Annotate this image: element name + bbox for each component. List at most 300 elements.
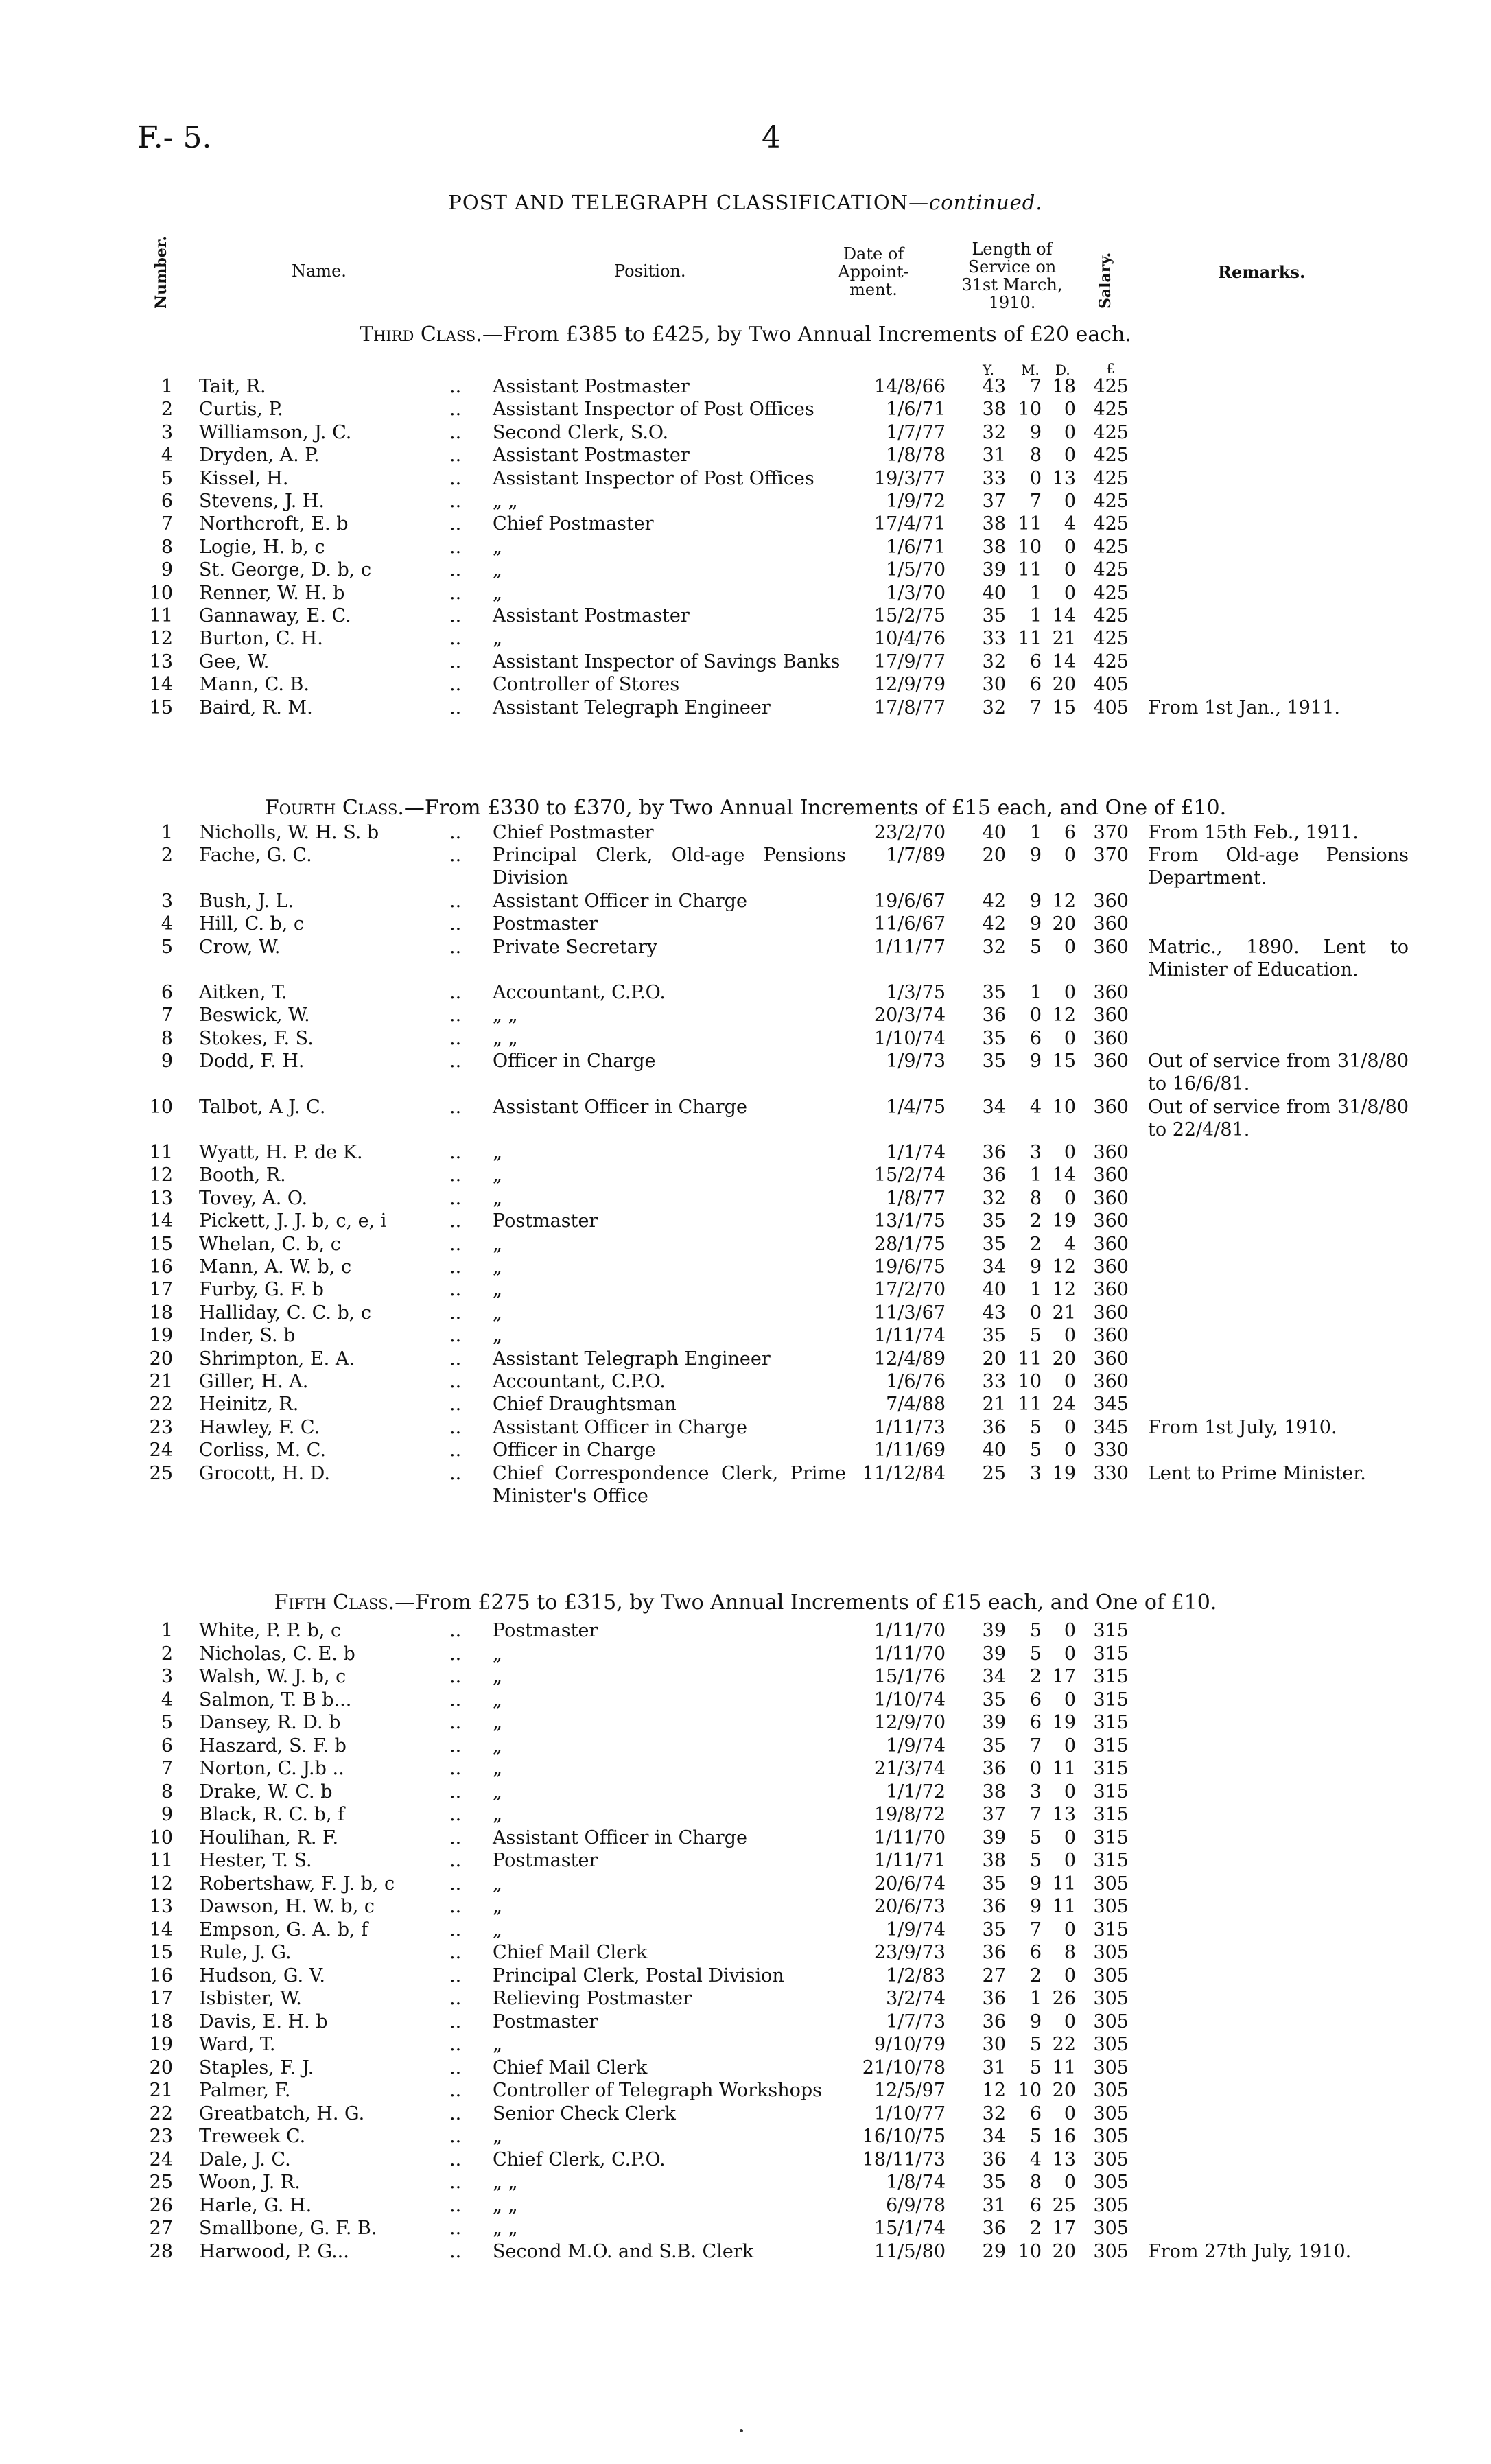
row-salary: 425 bbox=[1093, 513, 1129, 535]
row-salary: 425 bbox=[1093, 421, 1129, 443]
row-position: Postmaster bbox=[493, 1210, 598, 1232]
row-date: 7/4/88 bbox=[886, 1394, 946, 1416]
row-date: 1/4/75 bbox=[886, 1096, 946, 1118]
row-years: 32 bbox=[982, 1187, 1006, 1209]
table-row bbox=[0, 536, 1491, 559]
row-months: 7 bbox=[1029, 491, 1042, 512]
row-position: Second Clerk, S.O. bbox=[493, 421, 669, 443]
row-date: 1/6/71 bbox=[886, 536, 946, 558]
row-months: 5 bbox=[1029, 2034, 1042, 2055]
row-salary: 360 bbox=[1093, 1302, 1129, 1324]
row-days: 14 bbox=[1052, 1164, 1076, 1186]
row-months: 0 bbox=[1029, 1302, 1042, 1324]
row-date: 19/8/72 bbox=[873, 1804, 946, 1825]
row-number: 2 bbox=[161, 1643, 173, 1665]
leader-dots: .. bbox=[449, 2148, 462, 2170]
row-position: „ bbox=[493, 1781, 502, 1803]
row-remarks: From 15th Feb., 1911. bbox=[1148, 822, 1359, 843]
row-position: „ bbox=[493, 1873, 502, 1894]
row-date: 1/11/69 bbox=[873, 1440, 946, 1462]
row-months: 7 bbox=[1029, 1804, 1042, 1825]
row-remarks: From 1st July, 1910. bbox=[1148, 1416, 1337, 1438]
row-years: 35 bbox=[982, 982, 1006, 1003]
table-row bbox=[0, 1348, 1491, 1371]
row-days: 21 bbox=[1052, 628, 1076, 650]
row-position: Assistant Telegraph Engineer bbox=[493, 696, 771, 718]
row-months: 5 bbox=[1029, 2056, 1042, 2078]
row-number: 20 bbox=[149, 1348, 173, 1370]
row-name: Renner, W. H. b bbox=[199, 582, 345, 604]
row-months: 4 bbox=[1029, 1096, 1042, 1118]
row-salary: 305 bbox=[1093, 1942, 1129, 1963]
row-years: 39 bbox=[982, 1643, 1006, 1665]
row-number: 11 bbox=[149, 605, 173, 626]
row-days: 24 bbox=[1052, 1394, 1076, 1416]
table-row bbox=[0, 1895, 1491, 1919]
row-years: 27 bbox=[982, 1964, 1006, 1986]
table-row bbox=[0, 421, 1491, 445]
leader-dots: .. bbox=[449, 2056, 462, 2078]
row-months: 6 bbox=[1029, 1712, 1042, 1733]
row-position: Senior Check Clerk bbox=[493, 2102, 676, 2124]
row-months: 0 bbox=[1029, 467, 1042, 489]
row-years: 42 bbox=[982, 890, 1006, 912]
row-years: 35 bbox=[982, 1233, 1006, 1255]
row-date: 1/11/70 bbox=[873, 1620, 946, 1641]
leader-dots: .. bbox=[449, 2218, 462, 2239]
row-name: Staples, F. J. bbox=[199, 2056, 314, 2078]
row-salary: 315 bbox=[1093, 1781, 1129, 1803]
row-date: 20/6/74 bbox=[873, 1873, 946, 1894]
row-days: 12 bbox=[1052, 1256, 1076, 1278]
row-name: Harwood, P. G... bbox=[199, 2240, 349, 2262]
row-position: Chief Postmaster bbox=[493, 513, 654, 535]
row-name: Nicholls, W. H. S. b bbox=[199, 822, 379, 843]
row-date: 28/1/75 bbox=[873, 1233, 946, 1255]
row-days: 21 bbox=[1052, 1302, 1076, 1324]
row-months: 3 bbox=[1029, 1462, 1042, 1484]
row-years: 31 bbox=[982, 2056, 1006, 2078]
row-years: 40 bbox=[982, 1279, 1006, 1301]
row-remarks: Lent to Prime Minister. bbox=[1148, 1462, 1366, 1484]
leader-dots: .. bbox=[449, 1896, 462, 1917]
row-months: 2 bbox=[1029, 1964, 1042, 1986]
row-days: 0 bbox=[1064, 1416, 1076, 1438]
table-row bbox=[0, 513, 1491, 536]
row-position: Second M.O. and S.B. Clerk bbox=[493, 2240, 754, 2262]
row-date: 11/5/80 bbox=[873, 2240, 946, 2262]
row-salary: 315 bbox=[1093, 1850, 1129, 1871]
row-name: Fache, G. C. bbox=[199, 845, 312, 867]
row-years: 35 bbox=[982, 605, 1006, 626]
row-position: „ bbox=[493, 1325, 502, 1347]
row-name: Salmon, T. B b... bbox=[199, 1689, 352, 1711]
row-years: 40 bbox=[982, 822, 1006, 843]
leader-dots: .. bbox=[449, 1440, 462, 1462]
table-row bbox=[0, 696, 1491, 720]
row-years: 39 bbox=[982, 1712, 1006, 1733]
table-row bbox=[0, 1256, 1491, 1279]
row-years: 21 bbox=[982, 1394, 1006, 1416]
row-years: 36 bbox=[982, 2010, 1006, 2032]
row-years: 36 bbox=[982, 2218, 1006, 2239]
row-days: 6 bbox=[1064, 822, 1076, 843]
row-name: Ward, T. bbox=[199, 2034, 276, 2055]
row-name: Dryden, A. P. bbox=[199, 445, 320, 467]
table-row bbox=[0, 1735, 1491, 1758]
row-months: 5 bbox=[1029, 1440, 1042, 1462]
row-months: 3 bbox=[1029, 1781, 1042, 1803]
leader-dots: .. bbox=[449, 1142, 462, 1163]
row-days: 0 bbox=[1064, 1325, 1076, 1347]
leader-dots: .. bbox=[449, 1689, 462, 1711]
row-months: 5 bbox=[1029, 1416, 1042, 1438]
row-months: 0 bbox=[1029, 1005, 1042, 1026]
row-number: 15 bbox=[149, 696, 173, 718]
table-row bbox=[0, 1462, 1491, 1507]
row-name: Hudson, G. V. bbox=[199, 1964, 326, 1986]
row-years: 33 bbox=[982, 628, 1006, 650]
row-years: 35 bbox=[982, 1873, 1006, 1894]
row-number: 4 bbox=[161, 1689, 173, 1711]
table-row bbox=[0, 2148, 1491, 2172]
row-name: Baird, R. M. bbox=[199, 696, 313, 718]
row-position: Principal Clerk, Old-age Pensions Division bbox=[493, 845, 846, 889]
leader-dots: .. bbox=[449, 1325, 462, 1347]
leader-dots: .. bbox=[449, 559, 462, 581]
row-years: 36 bbox=[982, 1164, 1006, 1186]
title-suffix: —continued. bbox=[908, 191, 1043, 214]
row-position: Assistant Officer in Charge bbox=[493, 1416, 747, 1438]
col-salary: Salary. bbox=[1096, 252, 1114, 309]
row-years: 43 bbox=[982, 1302, 1006, 1324]
row-years: 36 bbox=[982, 1896, 1006, 1917]
leader-dots: .. bbox=[449, 1758, 462, 1779]
row-days: 19 bbox=[1052, 1210, 1076, 1232]
row-years: 35 bbox=[982, 1325, 1006, 1347]
row-years: 31 bbox=[982, 2194, 1006, 2216]
row-years: 30 bbox=[982, 674, 1006, 696]
row-months: 5 bbox=[1029, 1850, 1042, 1871]
row-salary: 425 bbox=[1093, 582, 1129, 604]
row-name: Gee, W. bbox=[199, 650, 270, 672]
row-years: 34 bbox=[982, 1096, 1006, 1118]
row-days: 17 bbox=[1052, 2218, 1076, 2239]
row-months: 9 bbox=[1029, 890, 1042, 912]
row-months: 9 bbox=[1029, 1873, 1042, 1894]
row-salary: 305 bbox=[1093, 1964, 1129, 1986]
row-name: Mann, C. B. bbox=[199, 674, 309, 696]
section-fourth-caps: Fourth Class. bbox=[264, 796, 404, 820]
row-remarks: From 1st Jan., 1911. bbox=[1148, 696, 1340, 718]
row-days: 20 bbox=[1052, 2080, 1076, 2101]
row-date: 14/8/66 bbox=[873, 376, 946, 397]
row-days: 0 bbox=[1064, 845, 1076, 867]
row-name: Bush, J. L. bbox=[199, 890, 294, 912]
row-years: 42 bbox=[982, 913, 1006, 935]
row-months: 2 bbox=[1029, 2218, 1042, 2239]
row-name: Heinitz, R. bbox=[199, 1394, 299, 1416]
row-salary: 425 bbox=[1093, 559, 1129, 581]
row-position: Postmaster bbox=[493, 1620, 598, 1641]
row-days: 0 bbox=[1064, 1142, 1076, 1163]
row-salary: 370 bbox=[1093, 822, 1129, 843]
row-salary: 345 bbox=[1093, 1394, 1129, 1416]
row-months: 5 bbox=[1029, 2126, 1042, 2147]
row-position: Accountant, C.P.O. bbox=[493, 1371, 666, 1392]
row-years: 36 bbox=[982, 1416, 1006, 1438]
row-days: 22 bbox=[1052, 2034, 1076, 2055]
row-position: Assistant Postmaster bbox=[493, 445, 690, 467]
row-date: 21/3/74 bbox=[873, 1758, 946, 1779]
row-days: 18 bbox=[1052, 376, 1076, 397]
row-date: 6/9/78 bbox=[886, 2194, 946, 2216]
row-name: Robertshaw, F. J. b, c bbox=[199, 1873, 395, 1894]
row-number: 10 bbox=[149, 582, 173, 604]
row-position: „ bbox=[493, 559, 502, 581]
row-months: 6 bbox=[1029, 674, 1042, 696]
row-number: 22 bbox=[149, 1394, 173, 1416]
row-months: 6 bbox=[1029, 1689, 1042, 1711]
row-date: 1/6/76 bbox=[886, 1371, 946, 1392]
leader-dots: .. bbox=[449, 674, 462, 696]
row-number: 10 bbox=[149, 1827, 173, 1849]
row-days: 11 bbox=[1052, 1896, 1076, 1917]
leader-dots: .. bbox=[449, 2126, 462, 2147]
row-name: Inder, S. b bbox=[199, 1325, 296, 1347]
table-row bbox=[0, 2171, 1491, 2194]
leader-dots: .. bbox=[449, 2102, 462, 2124]
row-date: 17/2/70 bbox=[873, 1279, 946, 1301]
leader-dots: .. bbox=[449, 1233, 462, 1255]
row-number: 6 bbox=[161, 491, 173, 512]
row-years: 38 bbox=[982, 536, 1006, 558]
table-row bbox=[0, 1141, 1491, 1164]
row-date: 1/8/77 bbox=[886, 1187, 946, 1209]
table-row bbox=[0, 1004, 1491, 1027]
row-number: 14 bbox=[149, 1210, 173, 1232]
row-name: Grocott, H. D. bbox=[199, 1462, 330, 1484]
leader-dots: .. bbox=[449, 1643, 462, 1665]
row-number: 28 bbox=[149, 2240, 173, 2262]
col-date: Date of Appoint- ment. bbox=[838, 244, 909, 299]
leader-dots: .. bbox=[449, 582, 462, 604]
row-name: Pickett, J. J. b, c, e, i bbox=[199, 1210, 387, 1232]
ymd-y: Y. bbox=[983, 362, 994, 378]
row-date: 17/4/71 bbox=[873, 513, 946, 535]
table-row bbox=[0, 1665, 1491, 1689]
row-salary: 305 bbox=[1093, 2126, 1129, 2147]
section-fifth-heading bbox=[0, 1591, 1491, 1615]
row-number: 17 bbox=[149, 1279, 173, 1301]
title-main: POST AND TELEGRAPH CLASSIFICATION bbox=[448, 191, 908, 214]
row-salary: 315 bbox=[1093, 1827, 1129, 1849]
row-number: 13 bbox=[149, 1187, 173, 1209]
row-date: 20/6/73 bbox=[873, 1896, 946, 1917]
table-row bbox=[0, 2056, 1491, 2080]
row-days: 19 bbox=[1052, 1462, 1076, 1484]
row-salary: 360 bbox=[1093, 936, 1129, 958]
row-salary: 360 bbox=[1093, 1051, 1129, 1072]
row-name: Hester, T. S. bbox=[199, 1850, 312, 1871]
row-salary: 315 bbox=[1093, 1758, 1129, 1779]
row-salary: 405 bbox=[1093, 696, 1129, 718]
row-remarks: From Old-age Pensions Department. bbox=[1148, 845, 1409, 889]
row-name: Walsh, W. J. b, c bbox=[199, 1666, 347, 1687]
row-years: 37 bbox=[982, 491, 1006, 512]
row-salary: 360 bbox=[1093, 1027, 1129, 1049]
row-salary: 360 bbox=[1093, 1325, 1129, 1347]
row-salary: 360 bbox=[1093, 1187, 1129, 1209]
row-number: 12 bbox=[149, 1873, 173, 1894]
row-number: 9 bbox=[161, 1804, 173, 1825]
leader-dots: .. bbox=[449, 1371, 462, 1392]
table-row bbox=[0, 936, 1491, 981]
leader-dots: .. bbox=[449, 982, 462, 1003]
row-name: Williamson, J. C. bbox=[199, 421, 352, 443]
leader-dots: .. bbox=[449, 1620, 462, 1641]
row-days: 0 bbox=[1064, 536, 1076, 558]
row-position: „ bbox=[493, 582, 502, 604]
row-months: 9 bbox=[1029, 1051, 1042, 1072]
row-years: 35 bbox=[982, 1210, 1006, 1232]
table-row bbox=[0, 1919, 1491, 1942]
row-salary: 315 bbox=[1093, 1666, 1129, 1687]
leader-dots: .. bbox=[449, 845, 462, 867]
row-months: 10 bbox=[1018, 2080, 1042, 2101]
row-name: Stevens, J. H. bbox=[199, 491, 325, 512]
row-name: Crow, W. bbox=[199, 936, 281, 958]
row-date: 11/6/67 bbox=[873, 913, 946, 935]
row-date: 1/6/71 bbox=[886, 399, 946, 421]
row-date: 1/9/73 bbox=[886, 1051, 946, 1072]
row-years: 36 bbox=[982, 1988, 1006, 2009]
row-days: 16 bbox=[1052, 2126, 1076, 2147]
row-date: 1/8/74 bbox=[886, 2172, 946, 2193]
table-row bbox=[0, 1711, 1491, 1735]
row-number: 19 bbox=[149, 1325, 173, 1347]
row-number: 26 bbox=[149, 2194, 173, 2216]
row-years: 35 bbox=[982, 1689, 1006, 1711]
row-position: „ bbox=[493, 1689, 502, 1711]
row-number: 15 bbox=[149, 1233, 173, 1255]
row-date: 1/2/83 bbox=[886, 1964, 946, 1986]
row-months: 11 bbox=[1018, 559, 1042, 581]
row-number: 21 bbox=[149, 2080, 173, 2101]
leader-dots: .. bbox=[449, 1027, 462, 1049]
row-position: Relieving Postmaster bbox=[493, 1988, 692, 2009]
row-position: „ bbox=[493, 1142, 502, 1163]
row-name: Black, R. C. b, f bbox=[199, 1804, 345, 1825]
row-position: Chief Mail Clerk bbox=[493, 1942, 648, 1963]
row-number: 12 bbox=[149, 1164, 173, 1186]
row-position: „ bbox=[493, 1804, 502, 1825]
row-number: 17 bbox=[149, 1988, 173, 2009]
row-position: „ bbox=[493, 2034, 502, 2055]
row-years: 33 bbox=[982, 1371, 1006, 1392]
row-number: 1 bbox=[161, 822, 173, 843]
row-months: 8 bbox=[1029, 1187, 1042, 1209]
ymd-pound: £ bbox=[1106, 360, 1115, 377]
row-number: 1 bbox=[161, 1620, 173, 1641]
leader-dots: .. bbox=[449, 491, 462, 512]
row-number: 2 bbox=[161, 399, 173, 421]
row-years: 32 bbox=[982, 421, 1006, 443]
row-name: Halliday, C. C. b, c bbox=[199, 1302, 372, 1324]
row-months: 1 bbox=[1029, 582, 1042, 604]
row-position: „ bbox=[493, 1666, 502, 1687]
row-position: „ bbox=[493, 1896, 502, 1917]
row-date: 1/11/74 bbox=[873, 1325, 946, 1347]
row-days: 20 bbox=[1052, 674, 1076, 696]
row-days: 0 bbox=[1064, 1735, 1076, 1757]
row-months: 9 bbox=[1029, 1256, 1042, 1278]
leader-dots: .. bbox=[449, 605, 462, 626]
leader-dots: .. bbox=[449, 1005, 462, 1026]
row-years: 37 bbox=[982, 1804, 1006, 1825]
row-number: 14 bbox=[149, 674, 173, 696]
table-row bbox=[0, 2010, 1491, 2034]
row-salary: 360 bbox=[1093, 1005, 1129, 1026]
table-row bbox=[0, 821, 1491, 845]
row-date: 1/1/74 bbox=[886, 1142, 946, 1163]
leader-dots: .. bbox=[449, 936, 462, 958]
row-salary: 425 bbox=[1093, 445, 1129, 467]
leader-dots: .. bbox=[449, 399, 462, 421]
row-position: Chief Correspondence Clerk, Prime Minister's Office bbox=[493, 1462, 846, 1507]
row-position: „ bbox=[493, 1919, 502, 1940]
table-row bbox=[0, 444, 1491, 467]
row-position: „ bbox=[493, 536, 502, 558]
table-row bbox=[0, 844, 1491, 889]
row-name: Logie, H. b, c bbox=[199, 536, 325, 558]
table-row bbox=[0, 1278, 1491, 1302]
row-position: „ bbox=[493, 628, 502, 650]
row-number: 11 bbox=[149, 1142, 173, 1163]
row-days: 25 bbox=[1052, 2194, 1076, 2216]
row-date: 12/9/70 bbox=[873, 1712, 946, 1733]
row-date: 23/2/70 bbox=[873, 822, 946, 843]
row-years: 39 bbox=[982, 1827, 1006, 1849]
row-salary: 405 bbox=[1093, 674, 1129, 696]
leader-dots: .. bbox=[449, 536, 462, 558]
row-number: 9 bbox=[161, 1051, 173, 1072]
row-days: 13 bbox=[1052, 2148, 1076, 2170]
table-row bbox=[0, 1849, 1491, 1873]
row-name: Kissel, H. bbox=[199, 467, 289, 489]
row-months: 1 bbox=[1029, 822, 1042, 843]
row-months: 6 bbox=[1029, 650, 1042, 672]
row-salary: 425 bbox=[1093, 605, 1129, 626]
leader-dots: .. bbox=[449, 467, 462, 489]
row-date: 1/9/74 bbox=[886, 1735, 946, 1757]
row-position: „ „ bbox=[493, 491, 518, 512]
row-number: 5 bbox=[161, 467, 173, 489]
row-salary: 305 bbox=[1093, 2148, 1129, 2170]
row-months: 5 bbox=[1029, 1643, 1042, 1665]
row-position: Private Secretary bbox=[493, 936, 658, 958]
leader-dots: .. bbox=[449, 1873, 462, 1894]
row-date: 1/10/74 bbox=[873, 1027, 946, 1049]
row-months: 2 bbox=[1029, 1210, 1042, 1232]
row-name: Treweek C. bbox=[199, 2126, 306, 2147]
row-date: 1/9/74 bbox=[886, 1919, 946, 1940]
leader-dots: .. bbox=[449, 376, 462, 397]
col-position: Position. bbox=[614, 261, 686, 281]
row-name: Tovey, A. O. bbox=[199, 1187, 308, 1209]
leader-dots: .. bbox=[449, 1735, 462, 1757]
row-years: 36 bbox=[982, 2148, 1006, 2170]
